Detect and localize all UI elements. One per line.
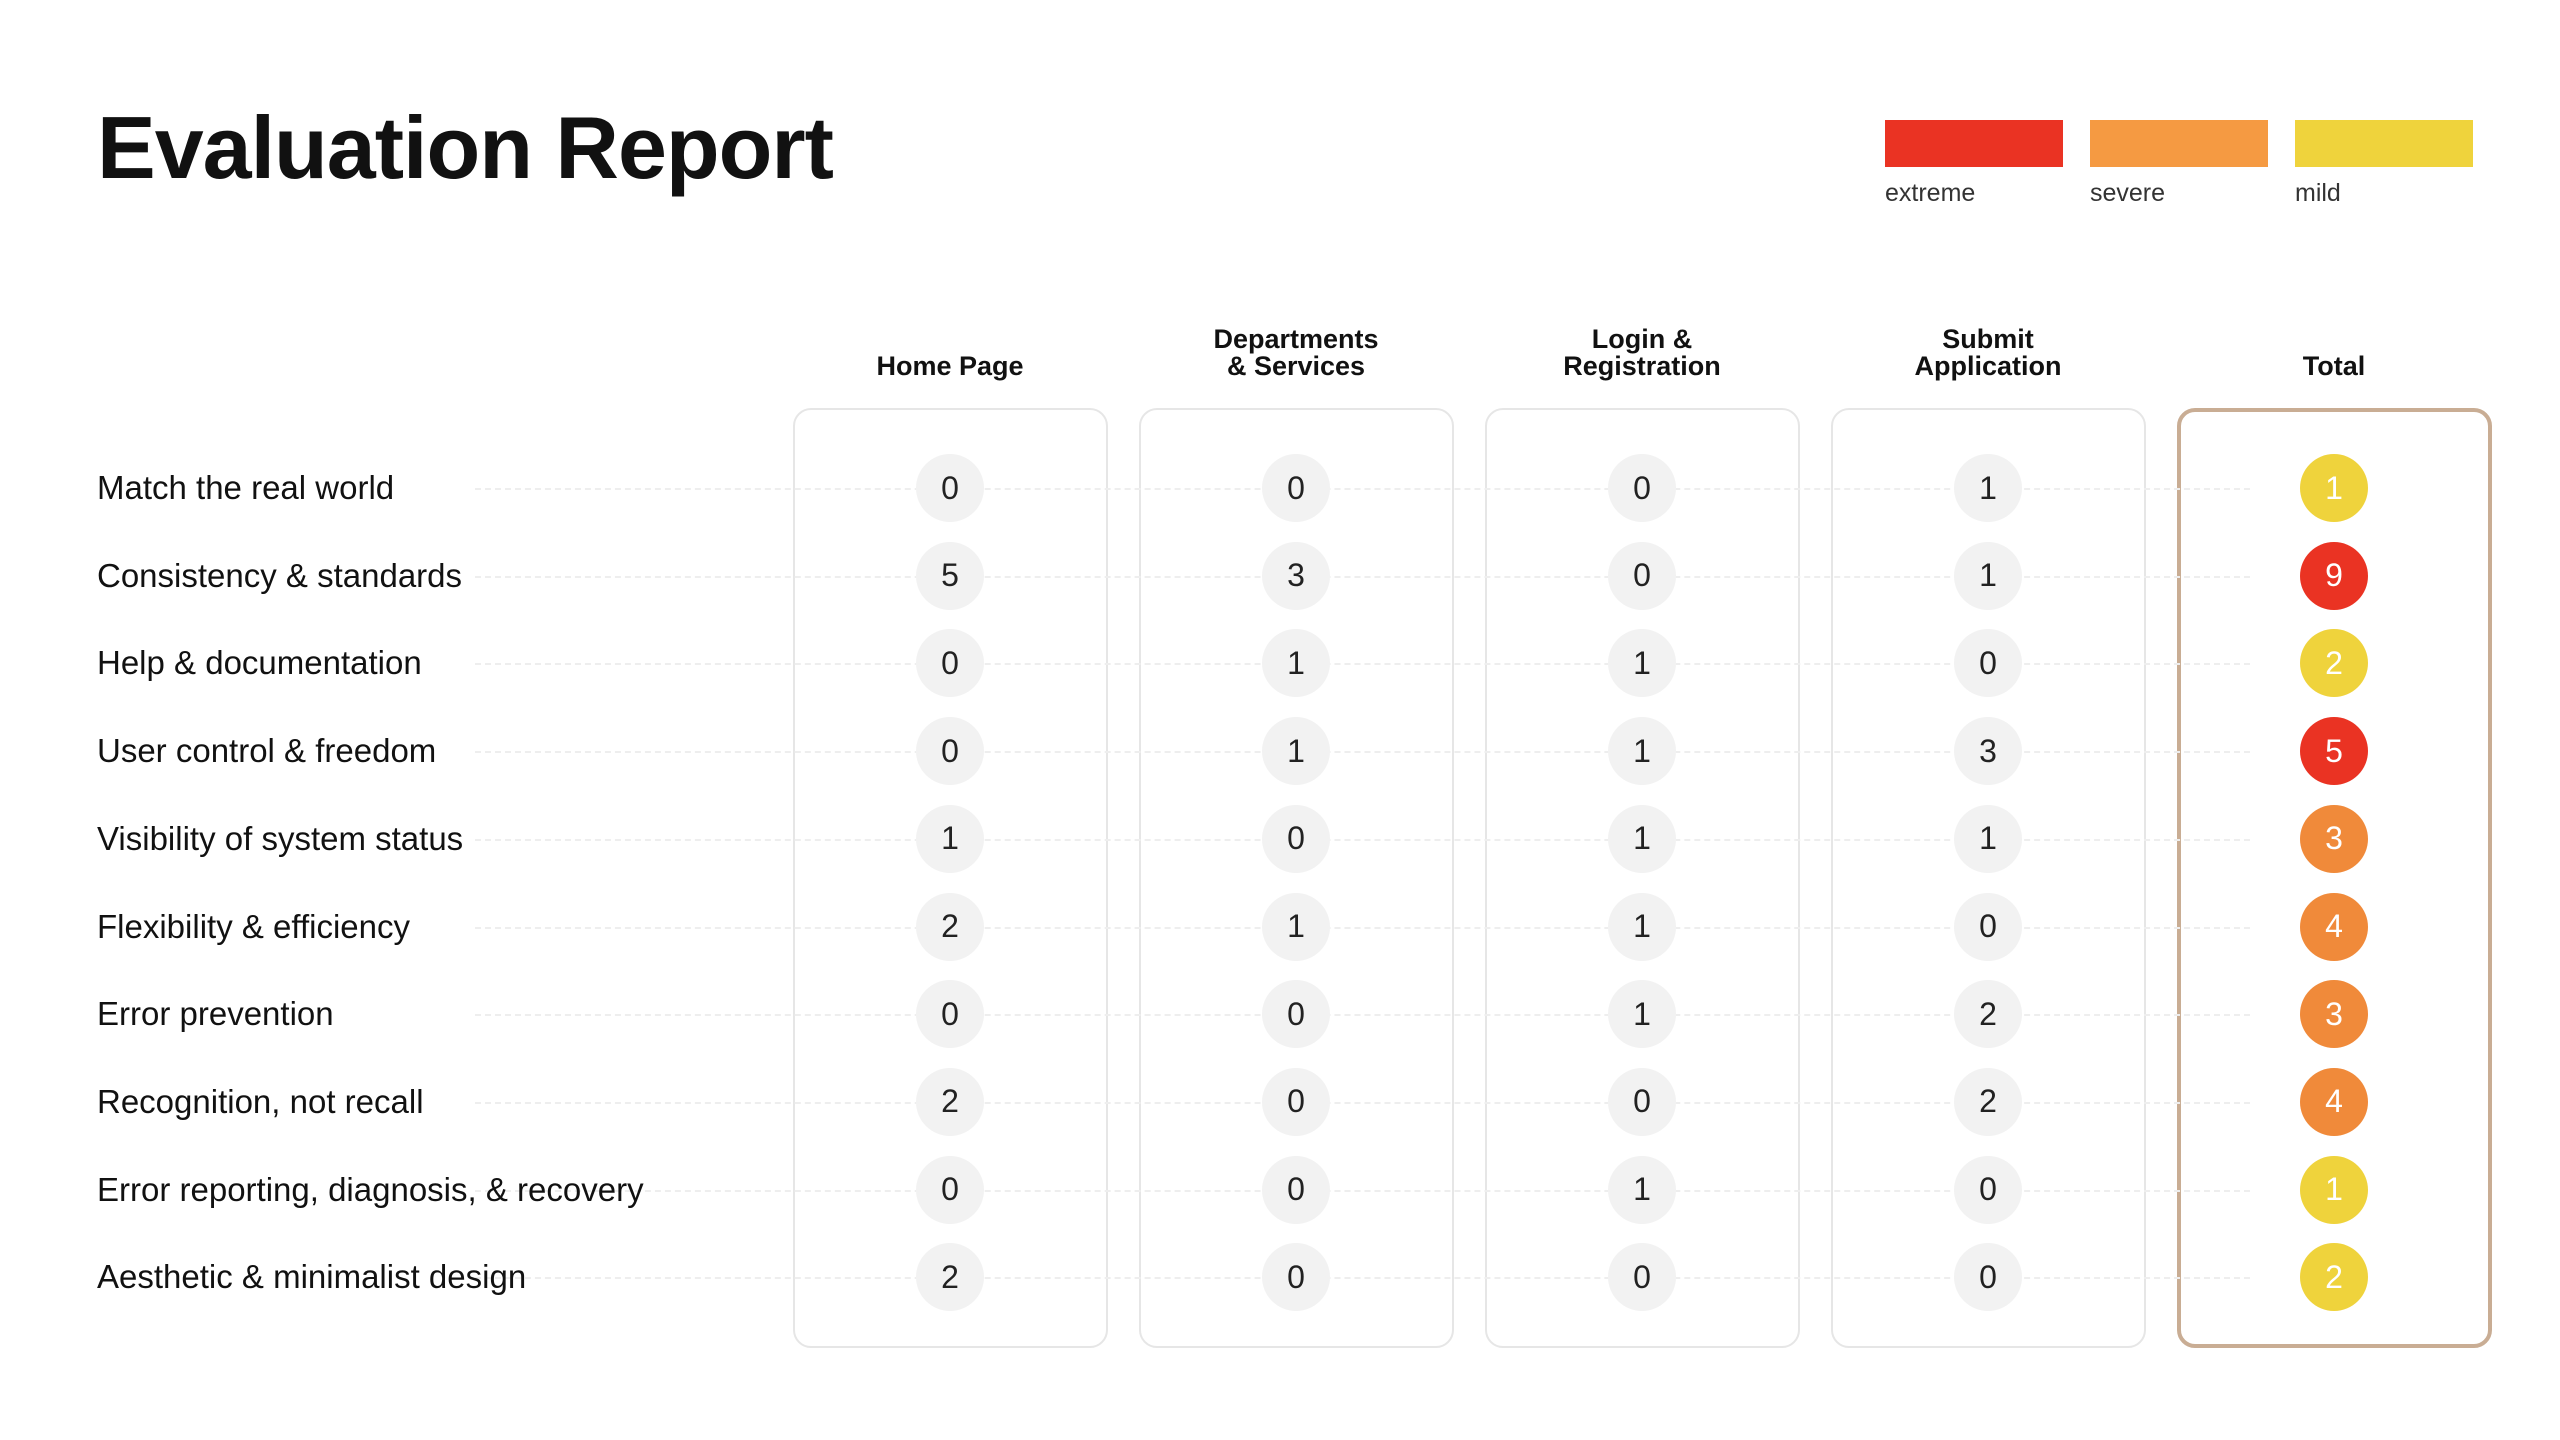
score-cell-submit: 2 — [1954, 1068, 2022, 1136]
score-cell-departments: 0 — [1262, 805, 1330, 873]
score-cell-home: 0 — [916, 717, 984, 785]
total-score-badge: 1 — [2300, 1156, 2368, 1224]
score-cell-departments: 1 — [1262, 717, 1330, 785]
total-score-badge: 2 — [2300, 629, 2368, 697]
score-cell-home: 0 — [916, 1156, 984, 1224]
row-label: Error prevention — [97, 995, 334, 1033]
row-label: User control & freedom — [97, 732, 437, 770]
score-cell-departments: 0 — [1262, 454, 1330, 522]
score-cell-submit: 1 — [1954, 454, 2022, 522]
score-cell-submit: 0 — [1954, 1156, 2022, 1224]
legend-label-extreme: extreme — [1885, 179, 1976, 207]
score-cell-departments: 3 — [1262, 542, 1330, 610]
score-cell-login: 1 — [1608, 717, 1676, 785]
score-cell-departments: 0 — [1262, 1156, 1330, 1224]
score-cell-home: 2 — [916, 1243, 984, 1311]
column-header-login: Login & Registration — [1563, 324, 1721, 381]
score-cell-home: 2 — [916, 893, 984, 961]
score-cell-home: 1 — [916, 805, 984, 873]
total-score-badge: 3 — [2300, 980, 2368, 1048]
total-score-badge: 1 — [2300, 454, 2368, 522]
column-header-submit: Submit Application — [1914, 324, 2062, 381]
legend-item-extreme — [1885, 120, 2063, 208]
score-cell-login: 1 — [1608, 893, 1676, 961]
score-cell-departments: 1 — [1262, 629, 1330, 697]
severity-legend — [1885, 120, 2475, 220]
legend-swatch-extreme — [1885, 120, 2063, 167]
legend-swatch-mild — [2295, 120, 2473, 167]
score-cell-login: 1 — [1608, 805, 1676, 873]
total-score-badge: 4 — [2300, 1068, 2368, 1136]
column-header-home: Home Page — [876, 351, 1024, 381]
score-cell-home: 0 — [916, 980, 984, 1048]
score-cell-departments: 1 — [1262, 893, 1330, 961]
page-title: Evaluation Report — [97, 98, 833, 197]
total-score-badge: 3 — [2300, 805, 2368, 873]
score-cell-login: 0 — [1608, 1068, 1676, 1136]
column-header-total: Total — [2302, 351, 2366, 381]
score-cell-login: 1 — [1608, 629, 1676, 697]
score-cell-login: 1 — [1608, 1156, 1676, 1224]
score-cell-submit: 0 — [1954, 893, 2022, 961]
score-cell-departments: 0 — [1262, 980, 1330, 1048]
score-cell-submit: 3 — [1954, 717, 2022, 785]
score-cell-departments: 0 — [1262, 1243, 1330, 1311]
score-cell-login: 0 — [1608, 454, 1676, 522]
score-cell-login: 0 — [1608, 542, 1676, 610]
total-score-badge: 5 — [2300, 717, 2368, 785]
legend-label-severe: severe — [2090, 179, 2166, 207]
row-label: Consistency & standards — [97, 556, 463, 594]
score-cell-home: 0 — [916, 629, 984, 697]
row-label: Visibility of system status — [97, 819, 464, 857]
score-cell-home: 2 — [916, 1068, 984, 1136]
score-cell-login: 1 — [1608, 980, 1676, 1048]
row-label: Help & documentation — [97, 644, 422, 682]
legend-item-severe — [2090, 120, 2268, 208]
score-cell-submit: 1 — [1954, 805, 2022, 873]
row-label: Error reporting, diagnosis, & recovery — [97, 1170, 644, 1208]
score-cell-home: 0 — [916, 454, 984, 522]
total-score-badge: 9 — [2300, 542, 2368, 610]
column-header-departments: Departments & Services — [1213, 324, 1379, 381]
score-cell-login: 0 — [1608, 1243, 1676, 1311]
score-cell-submit: 0 — [1954, 1243, 2022, 1311]
row-label: Flexibility & efficiency — [97, 907, 411, 945]
score-cell-submit: 1 — [1954, 542, 2022, 610]
score-cell-submit: 0 — [1954, 629, 2022, 697]
total-score-badge: 4 — [2300, 893, 2368, 961]
total-score-badge: 2 — [2300, 1243, 2368, 1311]
row-label: Aesthetic & minimalist design — [97, 1258, 527, 1296]
row-label: Match the real world — [97, 469, 395, 506]
legend-label-mild: mild — [2295, 179, 2341, 207]
legend-swatch-severe — [2090, 120, 2268, 167]
score-cell-departments: 0 — [1262, 1068, 1330, 1136]
row-label: Recognition, not recall — [97, 1082, 424, 1120]
legend-item-mild — [2295, 120, 2473, 208]
score-cell-home: 5 — [916, 542, 984, 610]
score-cell-submit: 2 — [1954, 980, 2022, 1048]
